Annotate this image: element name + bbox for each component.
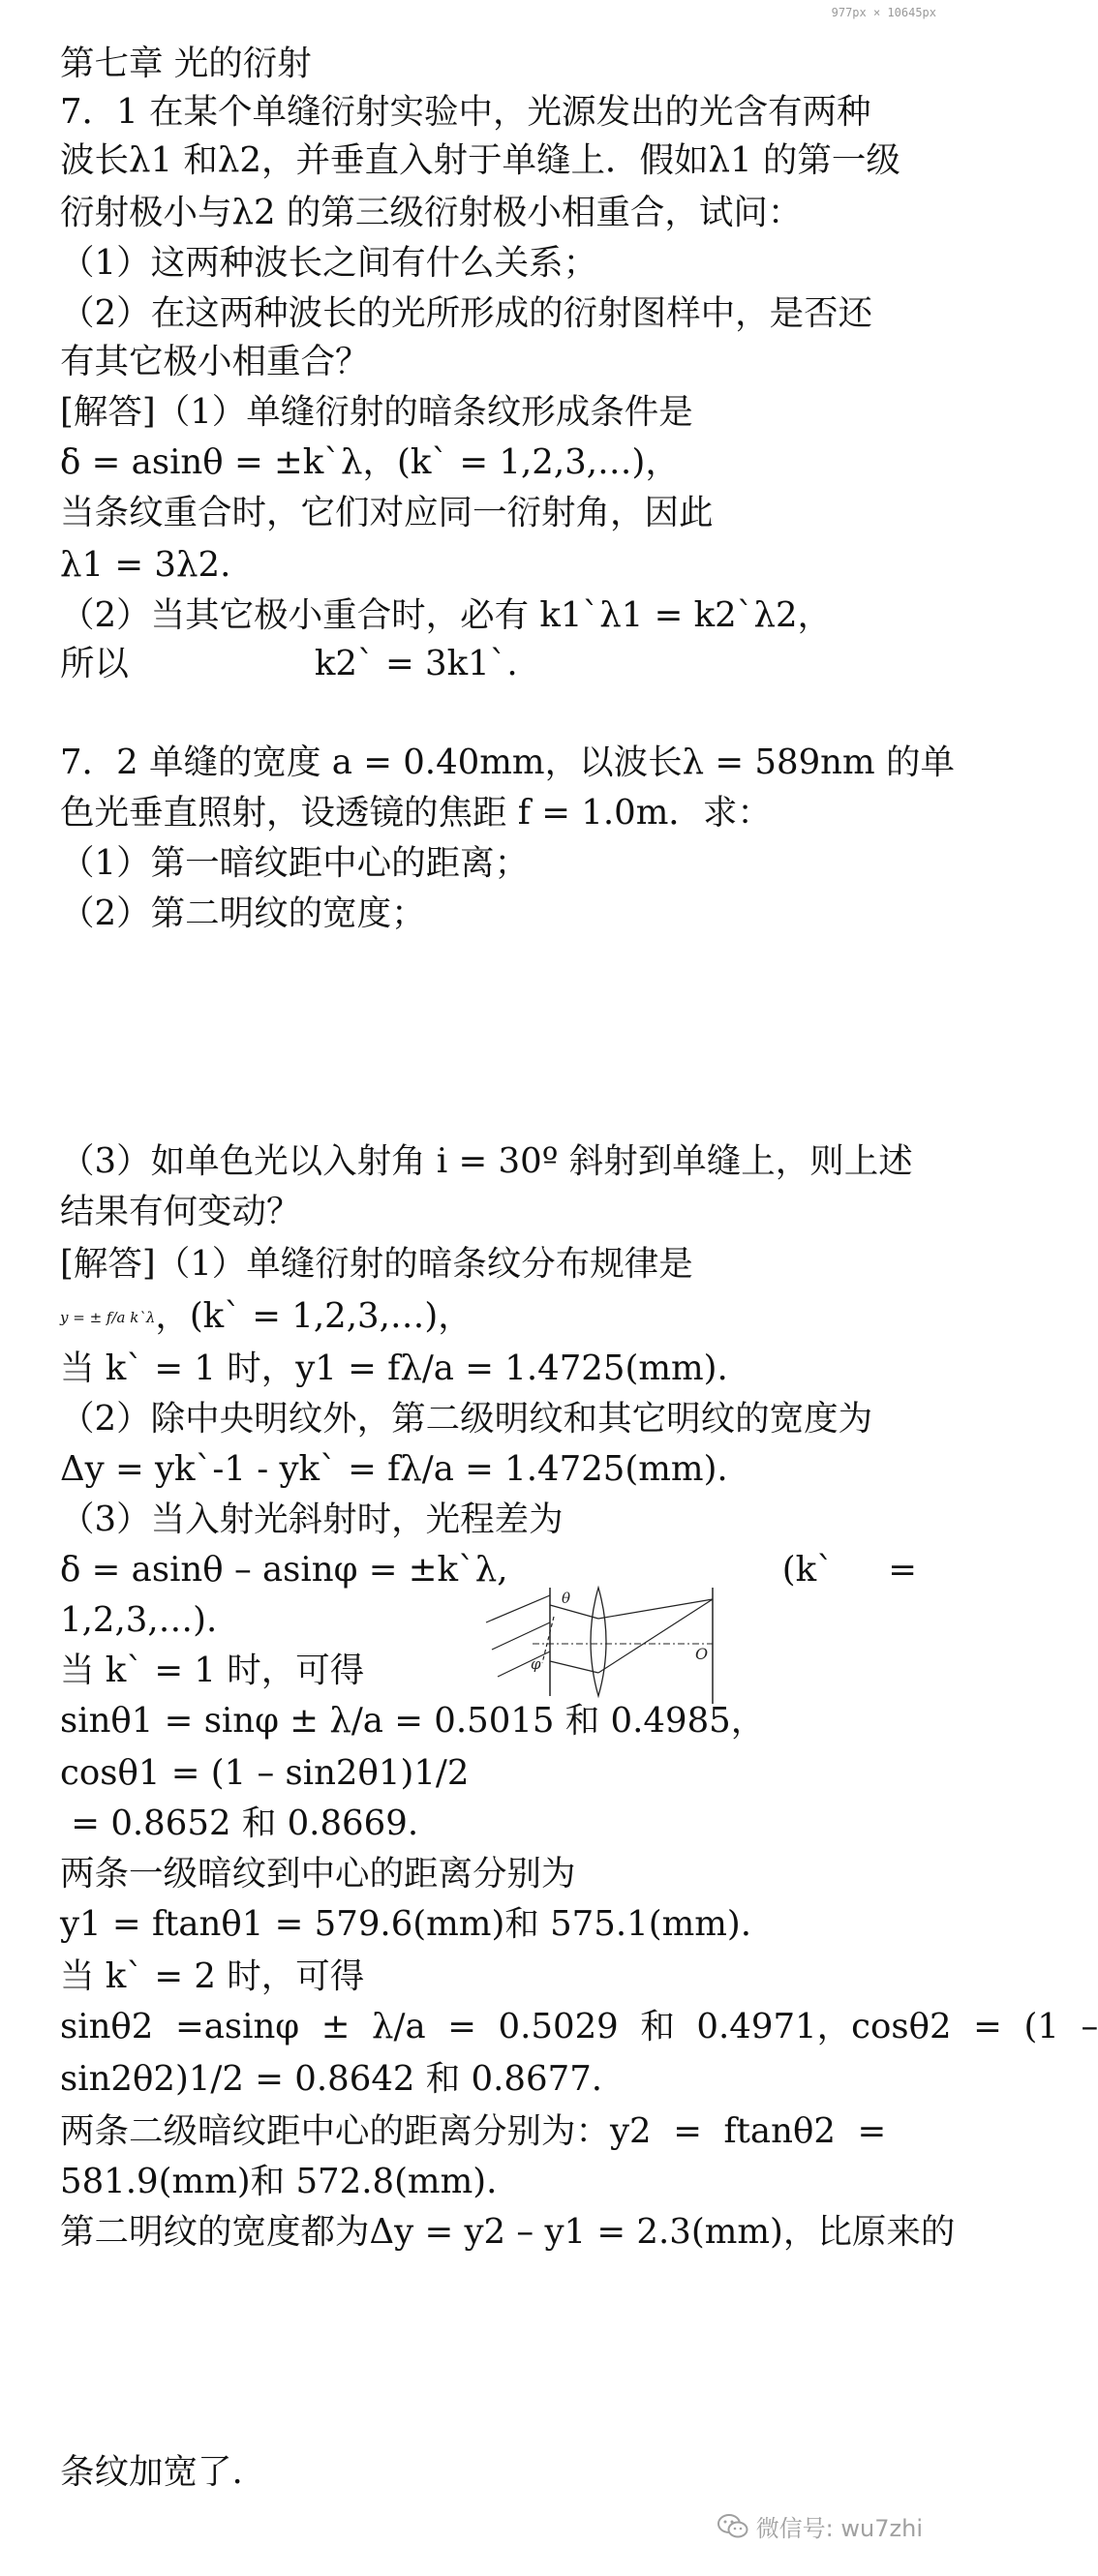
solution-7-2-part-1-result: 当 k` = 1 时，y1 = fλ/a = 1.4725(mm).	[60, 1349, 728, 1388]
y2-result: 581.9(mm)和 572.8(mm).	[60, 2162, 498, 2201]
solution-7-1-part-2: （2）当其它极小重合时，必有 k1`λ1 = k2`λ2，	[60, 595, 833, 635]
problem-7-2-statement-line-2: 色光垂直照射，设透镜的焦距 f = 1.0m．求：	[60, 793, 772, 833]
cos-theta1-formula: cosθ1 = (1 – sin2θ1)1/2	[60, 1753, 470, 1793]
problem-7-1-question-2-cont: 有其它极小相重合？	[60, 342, 370, 381]
y1-result: y1 = ftanθ1 = 579.6(mm)和 575.1(mm).	[60, 1904, 752, 1944]
width-conclusion: 第二明纹的宽度都为Δy = y2 – y1 = 2.3(mm)，比原来的	[60, 2212, 956, 2252]
wechat-logo-icon	[717, 2513, 748, 2540]
problem-7-2-question-3: （3）如单色光以入射角 i = 30º 斜射到单缝上，则上述	[60, 1141, 913, 1181]
solution-7-2-part-2: （2）除中央明纹外，第二级明纹和其它明纹的宽度为	[60, 1399, 873, 1439]
lens	[591, 1588, 606, 1696]
solution-7-1-part-2-result: 所以 k2` = 3k1`.	[60, 644, 518, 683]
solution-7-2-part-2-result: Δy = yk`-1 - yk` = fλ/a = 1.4725(mm).	[60, 1449, 728, 1489]
problem-7-2-question-2: （2）第二明纹的宽度；	[60, 894, 426, 933]
width-conclusion-end: 条纹加宽了.	[60, 2452, 243, 2492]
solution-7-1-heading: [解答]（1）单缝衍射的暗条纹形成条件是	[60, 392, 693, 432]
problem-7-2-question-1: （1）第一暗纹距中心的距离；	[60, 843, 530, 883]
sin-theta1-result: sinθ1 = sinφ ± λ/a = 0.5015 和 0.4985，	[60, 1701, 766, 1741]
solution-7-1-equation: δ = asinθ = ±k`λ，(k` = 1,2,3,…)，	[60, 442, 680, 482]
problem-7-1-statement-line-2: 波长λ1 和λ2，并垂直入射于单缝上．假如λ1 的第一级	[60, 140, 900, 180]
formula-image: y = ± f/a k`λ	[60, 1309, 156, 1326]
case-k2-heading: 当 k` = 2 时，可得	[60, 1956, 365, 1996]
chapter-title: 第七章 光的衍射	[60, 44, 312, 83]
theta-label: θ	[562, 1590, 571, 1607]
problem-7-1-question-1: （1）这两种波长之间有什么关系；	[60, 243, 598, 283]
problem-7-1-statement-line-3: 衍射极小与λ2 的第三级衍射极小相重合，试问：	[60, 193, 803, 232]
oblique-incidence-diagram	[484, 1568, 726, 1723]
solution-7-2-part-3: （3）当入射光斜射时，光程差为	[60, 1500, 564, 1539]
k-range-label: (k` =	[781, 1550, 917, 1590]
watermark-text: 微信号: wu7zhi	[755, 2515, 923, 2542]
phi-label: φ	[531, 1655, 541, 1673]
problem-7-2-statement-line-1: 7．2 单缝的宽度 a = 0.40mm，以波长λ = 589nm 的单	[60, 742, 955, 782]
case-k1-heading: 当 k` = 1 时，可得	[60, 1651, 365, 1690]
problem-7-2-question-3-cont: 结果有何变动？	[60, 1192, 301, 1231]
sin-theta2-result: sinθ2 =asinφ ± λ/a = 0.5029 和 0.4971，cosθ2 = (1 –	[60, 2007, 1098, 2046]
solution-7-2-heading: [解答]（1）单缝衍射的暗条纹分布规律是	[60, 1244, 693, 1284]
cos-theta2-result: sin2θ2)1/2 = 0.8642 和 0.8677.	[60, 2059, 603, 2099]
first-order-text: 两条一级暗纹到中心的距离分别为	[60, 1854, 576, 1894]
second-order-text: 两条二级暗纹距中心的距离分别为：y2 = ftanθ2 =	[60, 2111, 887, 2151]
problem-7-1-statement-line-1: 7．1 在某个单缝衍射实验中，光源发出的光含有两种	[60, 92, 871, 132]
formula-condition: ，(k` = 1,2,3,…)，	[155, 1296, 473, 1336]
origin-label: O	[695, 1645, 709, 1663]
image-size-label: 977px × 10645px	[831, 6, 936, 19]
oblique-path-difference: δ = asinθ – asinφ = ±k`λ,	[60, 1550, 508, 1590]
solution-7-1-text: 当条纹重合时，它们对应同一衍射角，因此	[60, 493, 714, 532]
solution-7-2-formula-line	[60, 1293, 917, 1341]
solution-7-1-result: λ1 = 3λ2.	[60, 545, 231, 585]
cos-theta1-result: = 0.8652 和 0.8669.	[60, 1803, 419, 1843]
problem-7-1-question-2: （2）在这两种波长的光所形成的衍射图样中，是否还	[60, 293, 873, 333]
k-range-values: 1,2,3,…).	[60, 1600, 218, 1640]
watermark	[717, 2509, 923, 2543]
